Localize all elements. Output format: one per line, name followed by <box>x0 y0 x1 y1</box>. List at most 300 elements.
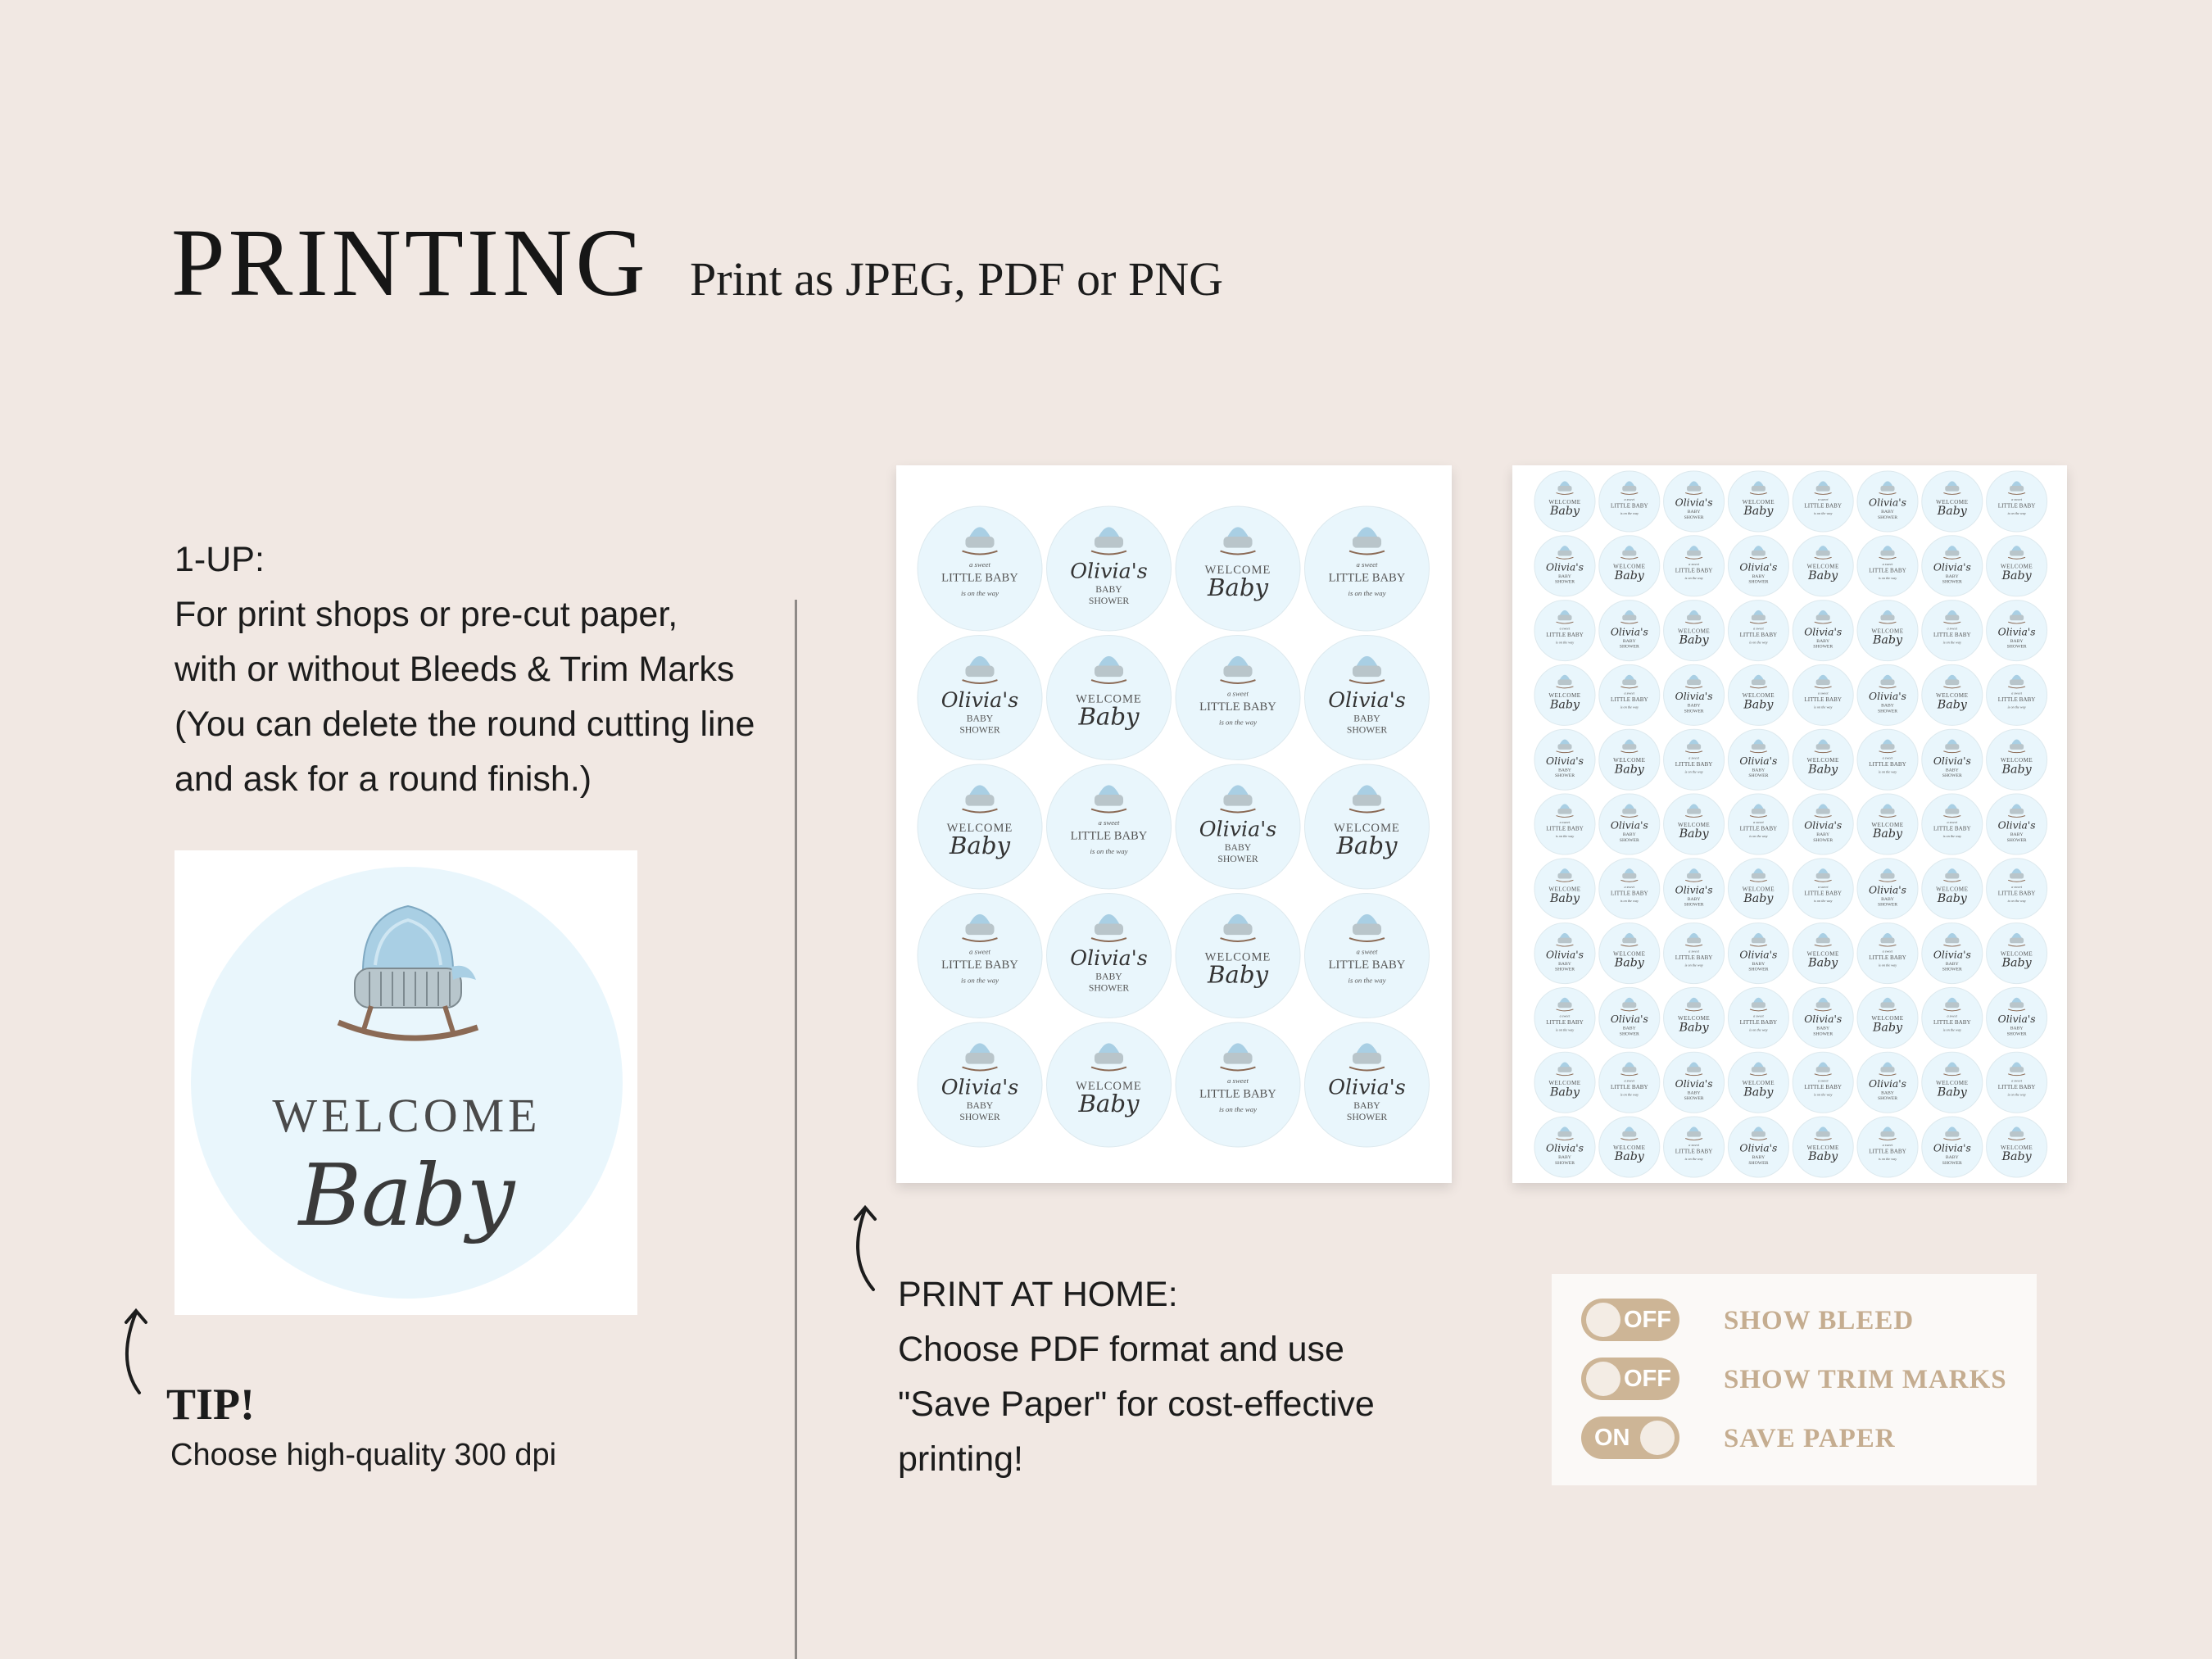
svg-text:a sweet: a sweet <box>1688 755 1699 760</box>
svg-text:WELCOME: WELCOME <box>1677 1015 1711 1022</box>
svg-text:LITTLE BABY: LITTLE BABY <box>1739 1018 1778 1026</box>
svg-text:SHOWER: SHOWER <box>959 724 1000 736</box>
sticker <box>1664 1117 1725 1177</box>
sticker <box>1793 1052 1853 1113</box>
one-up-preview-card <box>175 850 637 1315</box>
curved-arrow-icon <box>115 1304 156 1398</box>
sticker <box>1857 536 1918 596</box>
vertical-divider <box>795 600 797 1659</box>
svg-text:is on the way: is on the way <box>1878 1157 1897 1162</box>
svg-text:LITTLE BABY: LITTLE BABY <box>1804 890 1843 897</box>
sticker <box>1534 794 1595 854</box>
sticker <box>1793 794 1853 854</box>
svg-text:SHOWER: SHOWER <box>1554 1160 1575 1166</box>
sticker <box>1987 471 2047 532</box>
sticker <box>1728 471 1788 532</box>
svg-text:Baby: Baby <box>1549 891 1580 905</box>
svg-text:BABY: BABY <box>1752 961 1766 967</box>
svg-text:WELCOME: WELCOME <box>1613 757 1646 764</box>
sticker <box>1176 506 1300 631</box>
svg-text:a sweet: a sweet <box>1624 1078 1635 1083</box>
svg-text:SHOWER: SHOWER <box>1942 1160 1962 1166</box>
svg-text:Baby: Baby <box>1937 505 1967 519</box>
svg-text:LITTLE BABY: LITTLE BABY <box>1610 890 1648 897</box>
sticker <box>1728 1052 1788 1113</box>
svg-text:SHOWER: SHOWER <box>1217 853 1258 864</box>
sticker <box>1534 601 1595 661</box>
svg-text:is on the way: is on the way <box>2007 898 2026 903</box>
svg-text:BABY: BABY <box>1881 703 1894 709</box>
svg-text:WELCOME: WELCOME <box>1806 950 1839 958</box>
svg-text:a sweet: a sweet <box>1947 820 1958 825</box>
sticker <box>1728 536 1788 596</box>
sticker-preview <box>191 867 623 1299</box>
sticker <box>918 764 1042 889</box>
sticker <box>1793 1117 1853 1177</box>
svg-text:a sweet: a sweet <box>1817 884 1829 889</box>
svg-text:is on the way: is on the way <box>1620 705 1639 709</box>
svg-text:is on the way: is on the way <box>1090 847 1128 856</box>
svg-text:BABY: BABY <box>1687 897 1701 903</box>
sticker <box>1793 664 1853 725</box>
svg-text:is on the way: is on the way <box>961 589 999 598</box>
sticker <box>1857 794 1918 854</box>
print-settings-panel <box>1552 1274 2037 1485</box>
sticker <box>1857 601 1918 661</box>
sticker <box>1599 729 1660 790</box>
save-paper-label: SAVE PAPER <box>1724 1424 1896 1453</box>
show-bleed-toggle[interactable] <box>1581 1299 1679 1341</box>
sticker <box>1047 764 1172 889</box>
svg-text:WELCOME: WELCOME <box>1548 692 1581 700</box>
sticker <box>1534 923 1595 984</box>
svg-text:Baby: Baby <box>1743 505 1774 519</box>
svg-text:BABY: BABY <box>966 1100 994 1112</box>
svg-text:BABY: BABY <box>1558 1155 1571 1161</box>
svg-text:Olivia's: Olivia's <box>1739 1142 1778 1154</box>
sticker <box>1664 536 1725 596</box>
svg-text:a sweet: a sweet <box>1559 1013 1571 1018</box>
sticker <box>1857 1052 1918 1113</box>
svg-text:Baby: Baby <box>1679 633 1709 647</box>
svg-text:WELCOME: WELCOME <box>2000 757 2033 764</box>
svg-text:SHOWER: SHOWER <box>1813 644 1834 650</box>
svg-text:Olivia's: Olivia's <box>1675 1077 1713 1090</box>
sticker <box>1857 471 1918 532</box>
svg-text:Baby: Baby <box>1336 832 1398 860</box>
svg-text:Baby: Baby <box>2001 763 2032 777</box>
svg-text:Baby: Baby <box>1207 573 1269 602</box>
svg-text:LITTLE BABY: LITTLE BABY <box>1199 700 1276 714</box>
sticker <box>1987 859 2047 919</box>
svg-text:BABY: BABY <box>1353 1100 1380 1112</box>
svg-text:BABY: BABY <box>1622 638 1636 644</box>
svg-text:SHOWER: SHOWER <box>2006 1031 2027 1037</box>
svg-text:Baby: Baby <box>1808 956 1838 970</box>
sticker-grid-88 <box>1512 465 2067 1183</box>
sticker <box>1534 664 1595 725</box>
sticker <box>1922 1117 1983 1177</box>
sticker <box>1793 729 1853 790</box>
sticker <box>1047 1022 1172 1147</box>
svg-text:LITTLE BABY: LITTLE BABY <box>1675 1148 1713 1155</box>
svg-text:SHOWER: SHOWER <box>1942 773 1962 779</box>
toggle-knob <box>1586 1303 1620 1337</box>
svg-text:BABY: BABY <box>1816 638 1830 644</box>
sticker <box>1534 859 1595 919</box>
svg-text:WELCOME: WELCOME <box>1076 1079 1142 1093</box>
svg-text:is on the way: is on the way <box>1814 511 1833 516</box>
sticker <box>1922 1052 1983 1113</box>
svg-text:BABY: BABY <box>1558 768 1571 773</box>
svg-text:SHOWER: SHOWER <box>1942 967 1962 972</box>
svg-text:is on the way: is on the way <box>1555 834 1575 839</box>
svg-text:WELCOME: WELCOME <box>1742 886 1775 893</box>
one-up-line: For print shops or pre-cut paper, <box>175 595 678 634</box>
svg-text:is on the way: is on the way <box>1749 834 1768 839</box>
svg-text:Olivia's: Olivia's <box>1739 561 1778 573</box>
svg-text:LITTLE BABY: LITTLE BABY <box>1610 696 1648 703</box>
svg-text:WELCOME: WELCOME <box>1677 821 1711 828</box>
sticker <box>1047 894 1172 1018</box>
sticker <box>1305 764 1430 889</box>
svg-text:is on the way: is on the way <box>961 976 999 985</box>
svg-text:Olivia's: Olivia's <box>1739 949 1778 961</box>
sticker <box>1664 664 1725 725</box>
svg-text:Olivia's: Olivia's <box>1546 755 1584 767</box>
svg-text:Baby: Baby <box>1808 763 1838 777</box>
one-up-line: (You can delete the round cutting line <box>175 705 755 744</box>
sticker <box>1534 1052 1595 1113</box>
svg-text:is on the way: is on the way <box>1219 718 1257 727</box>
sticker <box>1599 987 1660 1048</box>
svg-text:LITTLE BABY: LITTLE BABY <box>941 571 1018 585</box>
sticker-sheet-20-up <box>896 465 1452 1183</box>
sticker <box>1922 923 1983 984</box>
one-up-line: and ask for a round finish.) <box>175 759 592 799</box>
svg-text:Olivia's: Olivia's <box>1675 884 1713 896</box>
sticker <box>1857 729 1918 790</box>
sticker <box>1728 794 1788 854</box>
svg-text:is on the way: is on the way <box>1749 1027 1768 1032</box>
svg-text:Baby: Baby <box>1207 960 1269 989</box>
sticker <box>1987 923 2047 984</box>
svg-text:Baby: Baby <box>1614 1150 1644 1164</box>
svg-text:WELCOME: WELCOME <box>1613 1144 1646 1151</box>
sticker <box>1599 1117 1660 1177</box>
svg-text:Olivia's: Olivia's <box>1804 626 1843 638</box>
svg-text:LITTLE BABY: LITTLE BABY <box>1675 760 1713 768</box>
svg-text:LITTLE BABY: LITTLE BABY <box>1869 567 1906 574</box>
toggle-knob <box>1586 1362 1620 1396</box>
svg-text:BABY: BABY <box>1353 713 1380 724</box>
svg-text:WELCOME: WELCOME <box>1871 821 1904 828</box>
curved-arrow-icon <box>844 1201 885 1295</box>
svg-text:Olivia's: Olivia's <box>1070 558 1148 583</box>
svg-text:Olivia's: Olivia's <box>1610 819 1648 832</box>
tip-title: TIP! <box>166 1380 255 1429</box>
sticker <box>1987 987 2047 1048</box>
svg-text:Baby: Baby <box>2001 1150 2032 1164</box>
sticker <box>1534 729 1595 790</box>
svg-text:LITTLE BABY: LITTLE BABY <box>1546 825 1584 832</box>
svg-text:a sweet: a sweet <box>2011 497 2022 502</box>
svg-text:is on the way: is on the way <box>1878 769 1897 774</box>
sticker <box>1987 1117 2047 1177</box>
toggle-row-show-bleed <box>1581 1299 2024 1343</box>
svg-text:is on the way: is on the way <box>1684 963 1703 968</box>
svg-text:SHOWER: SHOWER <box>1684 1096 1704 1102</box>
svg-text:BABY: BABY <box>1752 1155 1766 1161</box>
svg-text:a sweet: a sweet <box>1753 626 1764 631</box>
svg-text:a sweet: a sweet <box>1753 1013 1764 1018</box>
svg-text:is on the way: is on the way <box>1555 640 1575 645</box>
svg-text:Olivia's: Olivia's <box>1933 949 1971 961</box>
sticker <box>1922 987 1983 1048</box>
svg-text:WELCOME: WELCOME <box>1548 1080 1581 1087</box>
sticker <box>1176 894 1300 1018</box>
svg-text:SHOWER: SHOWER <box>1554 579 1575 585</box>
svg-text:is on the way: is on the way <box>1684 575 1703 580</box>
svg-text:SHOWER: SHOWER <box>1619 837 1639 843</box>
sticker <box>1857 987 1918 1048</box>
svg-text:LITTLE BABY: LITTLE BABY <box>1804 696 1843 703</box>
svg-text:Baby: Baby <box>1549 505 1580 519</box>
svg-text:Olivia's: Olivia's <box>1804 819 1843 832</box>
svg-text:Baby: Baby <box>949 832 1011 860</box>
svg-text:WELCOME: WELCOME <box>1806 563 1839 570</box>
svg-text:a sweet: a sweet <box>1226 689 1249 698</box>
sticker-sheet-save-paper <box>1512 465 2067 1183</box>
sticker <box>1599 794 1660 854</box>
sticker <box>1599 859 1660 919</box>
svg-text:BABY: BABY <box>1095 971 1122 982</box>
svg-text:Olivia's: Olivia's <box>1739 755 1778 767</box>
save-paper-toggle[interactable] <box>1581 1416 1679 1459</box>
svg-text:BABY: BABY <box>1816 1026 1830 1031</box>
svg-text:a sweet: a sweet <box>1624 691 1635 696</box>
svg-text:WELCOME: WELCOME <box>1806 1144 1839 1151</box>
svg-text:is on the way: is on the way <box>1348 976 1386 985</box>
svg-text:a sweet: a sweet <box>1624 884 1635 889</box>
svg-text:a sweet: a sweet <box>1817 497 1829 502</box>
svg-text:BABY: BABY <box>1945 768 1959 773</box>
svg-text:LITTLE BABY: LITTLE BABY <box>941 959 1018 972</box>
svg-text:Baby: Baby <box>1549 1086 1580 1099</box>
svg-text:BABY: BABY <box>1687 510 1701 515</box>
sticker <box>1534 1117 1595 1177</box>
svg-text:LITTLE BABY: LITTLE BABY <box>1997 502 2036 510</box>
svg-text:SHOWER: SHOWER <box>1684 902 1704 908</box>
show-trim-marks-label: SHOW TRIM MARKS <box>1724 1365 2007 1394</box>
svg-text:a sweet: a sweet <box>1559 626 1571 631</box>
svg-text:a sweet: a sweet <box>1753 820 1764 825</box>
svg-text:a sweet: a sweet <box>1947 626 1958 631</box>
svg-text:is on the way: is on the way <box>1814 898 1833 903</box>
sticker <box>1176 636 1300 760</box>
svg-text:WELCOME: WELCOME <box>1204 950 1271 964</box>
svg-text:a sweet: a sweet <box>1882 1143 1893 1148</box>
sticker <box>1922 664 1983 725</box>
print-at-home-line: printing! <box>898 1439 1023 1479</box>
print-at-home-line: Choose PDF format and use <box>898 1330 1344 1369</box>
svg-text:BABY: BABY <box>1224 842 1252 854</box>
sticker <box>1793 923 1853 984</box>
svg-text:Baby: Baby <box>1078 1090 1140 1118</box>
toggle-state: ON <box>1594 1425 1630 1451</box>
sticker <box>1793 471 1853 532</box>
svg-text:Baby: Baby <box>1937 1086 1967 1099</box>
page-title: PRINTING <box>171 209 649 316</box>
svg-text:a sweet: a sweet <box>1817 1078 1829 1083</box>
sticker <box>1987 1052 2047 1113</box>
svg-text:Olivia's: Olivia's <box>1869 1077 1906 1090</box>
svg-text:LITTLE BABY: LITTLE BABY <box>1804 502 1843 510</box>
svg-text:SHOWER: SHOWER <box>1554 773 1575 779</box>
sticker <box>1987 601 2047 661</box>
toggle-state: OFF <box>1624 1307 1671 1333</box>
svg-text:LITTLE BABY: LITTLE BABY <box>1328 959 1406 972</box>
svg-text:BABY: BABY <box>1558 574 1571 580</box>
svg-text:is on the way: is on the way <box>1555 1027 1575 1032</box>
svg-text:LITTLE BABY: LITTLE BABY <box>1869 1148 1906 1155</box>
svg-text:LITTLE BABY: LITTLE BABY <box>1997 890 2036 897</box>
svg-text:a sweet: a sweet <box>1098 818 1120 827</box>
svg-text:is on the way: is on the way <box>1942 834 1961 839</box>
svg-text:is on the way: is on the way <box>1814 1092 1833 1097</box>
svg-text:Olivia's: Olivia's <box>1610 1013 1648 1026</box>
sticker-grid-20 <box>896 465 1452 1183</box>
svg-text:is on the way: is on the way <box>2007 1092 2026 1097</box>
svg-text:Olivia's: Olivia's <box>1997 626 2036 638</box>
show-trim-marks-toggle[interactable] <box>1581 1358 1679 1400</box>
sticker <box>1728 729 1788 790</box>
svg-text:BABY: BABY <box>1622 1026 1636 1031</box>
svg-text:a sweet: a sweet <box>1226 1077 1249 1086</box>
svg-text:SHOWER: SHOWER <box>1877 514 1898 520</box>
svg-text:BABY: BABY <box>1752 574 1766 580</box>
svg-text:Olivia's: Olivia's <box>1869 496 1906 509</box>
svg-text:a sweet: a sweet <box>968 947 991 956</box>
svg-text:SHOWER: SHOWER <box>1748 967 1769 972</box>
sticker <box>1987 794 2047 854</box>
sticker <box>1728 923 1788 984</box>
sticker <box>1987 536 2047 596</box>
svg-text:WELCOME: WELCOME <box>1334 821 1400 835</box>
svg-text:is on the way: is on the way <box>1219 1105 1257 1114</box>
svg-text:is on the way: is on the way <box>1684 1157 1703 1162</box>
svg-text:SHOWER: SHOWER <box>1877 902 1898 908</box>
svg-text:a sweet: a sweet <box>1688 949 1699 954</box>
svg-text:SHOWER: SHOWER <box>1088 595 1130 606</box>
sticker <box>1857 664 1918 725</box>
sticker <box>1176 1022 1300 1147</box>
svg-text:Olivia's: Olivia's <box>1610 626 1648 638</box>
svg-text:WELCOME: WELCOME <box>946 821 1013 835</box>
svg-text:WELCOME: WELCOME <box>1936 498 1969 505</box>
print-at-home-line: "Save Paper" for cost-effective <box>898 1385 1375 1424</box>
svg-text:Olivia's: Olivia's <box>1997 1013 2036 1026</box>
tip-text: Choose high-quality 300 dpi <box>170 1438 557 1472</box>
svg-text:WELCOME: WELCOME <box>1936 692 1969 700</box>
svg-text:is on the way: is on the way <box>1620 1092 1639 1097</box>
svg-text:is on the way: is on the way <box>2007 705 2026 709</box>
sticker <box>1728 987 1788 1048</box>
svg-text:BABY: BABY <box>966 713 994 724</box>
svg-text:WELCOME: WELCOME <box>1742 692 1775 700</box>
svg-text:is on the way: is on the way <box>1620 898 1639 903</box>
svg-text:is on the way: is on the way <box>1620 511 1639 516</box>
svg-text:a sweet: a sweet <box>2011 1078 2022 1083</box>
svg-text:Olivia's: Olivia's <box>1869 884 1906 896</box>
svg-text:a sweet: a sweet <box>1688 1143 1699 1148</box>
svg-text:BABY: BABY <box>1095 584 1122 596</box>
cradle-illustration <box>330 883 486 1047</box>
svg-text:SHOWER: SHOWER <box>1877 709 1898 714</box>
sticker <box>1176 764 1300 889</box>
svg-text:is on the way: is on the way <box>1942 1027 1961 1032</box>
svg-text:WELCOME: WELCOME <box>1548 886 1581 893</box>
sticker <box>1664 859 1725 919</box>
svg-text:LITTLE BABY: LITTLE BABY <box>1933 1018 1971 1026</box>
svg-text:Baby: Baby <box>1614 763 1644 777</box>
svg-text:SHOWER: SHOWER <box>1684 709 1704 714</box>
svg-text:SHOWER: SHOWER <box>1748 1160 1769 1166</box>
svg-text:LITTLE BABY: LITTLE BABY <box>1546 632 1584 639</box>
svg-text:is on the way: is on the way <box>1878 963 1897 968</box>
svg-text:BABY: BABY <box>1945 1155 1959 1161</box>
svg-text:LITTLE BABY: LITTLE BABY <box>1199 1087 1276 1101</box>
svg-text:a sweet: a sweet <box>2011 884 2022 889</box>
svg-text:Baby: Baby <box>1614 569 1644 582</box>
svg-text:SHOWER: SHOWER <box>1748 579 1769 585</box>
sticker <box>1664 471 1725 532</box>
sticker <box>1922 729 1983 790</box>
sticker <box>1305 894 1430 1018</box>
svg-text:Baby: Baby <box>1549 698 1580 712</box>
sticker <box>1305 636 1430 760</box>
sticker <box>1534 471 1595 532</box>
svg-text:SHOWER: SHOWER <box>1813 1031 1834 1037</box>
svg-text:LITTLE BABY: LITTLE BABY <box>1675 954 1713 962</box>
svg-text:Olivia's: Olivia's <box>1675 496 1713 509</box>
svg-text:LITTLE BABY: LITTLE BABY <box>1610 1083 1648 1090</box>
svg-text:BABY: BABY <box>1881 897 1894 903</box>
svg-text:LITTLE BABY: LITTLE BABY <box>1997 1083 2036 1090</box>
svg-text:LITTLE BABY: LITTLE BABY <box>1070 829 1148 843</box>
svg-text:BABY: BABY <box>1945 961 1959 967</box>
svg-text:SHOWER: SHOWER <box>1346 1111 1388 1122</box>
svg-text:Olivia's: Olivia's <box>941 687 1019 713</box>
toggle-state: OFF <box>1624 1366 1671 1392</box>
sticker <box>918 636 1042 760</box>
svg-text:SHOWER: SHOWER <box>1684 514 1704 520</box>
svg-text:SHOWER: SHOWER <box>1748 773 1769 779</box>
print-at-home-description <box>898 1267 1375 1487</box>
svg-text:is on the way: is on the way <box>2007 511 2026 516</box>
one-up-line: with or without Bleeds & Trim Marks <box>175 650 735 689</box>
svg-text:Olivia's: Olivia's <box>1546 561 1584 573</box>
sticker <box>1793 601 1853 661</box>
svg-text:Baby: Baby <box>1872 827 1903 841</box>
svg-text:a sweet: a sweet <box>1882 949 1893 954</box>
sticker <box>1793 859 1853 919</box>
sticker <box>1599 664 1660 725</box>
sticker <box>1857 859 1918 919</box>
svg-text:LITTLE BABY: LITTLE BABY <box>1610 502 1648 510</box>
svg-text:WELCOME: WELCOME <box>1806 757 1839 764</box>
sticker <box>1922 601 1983 661</box>
